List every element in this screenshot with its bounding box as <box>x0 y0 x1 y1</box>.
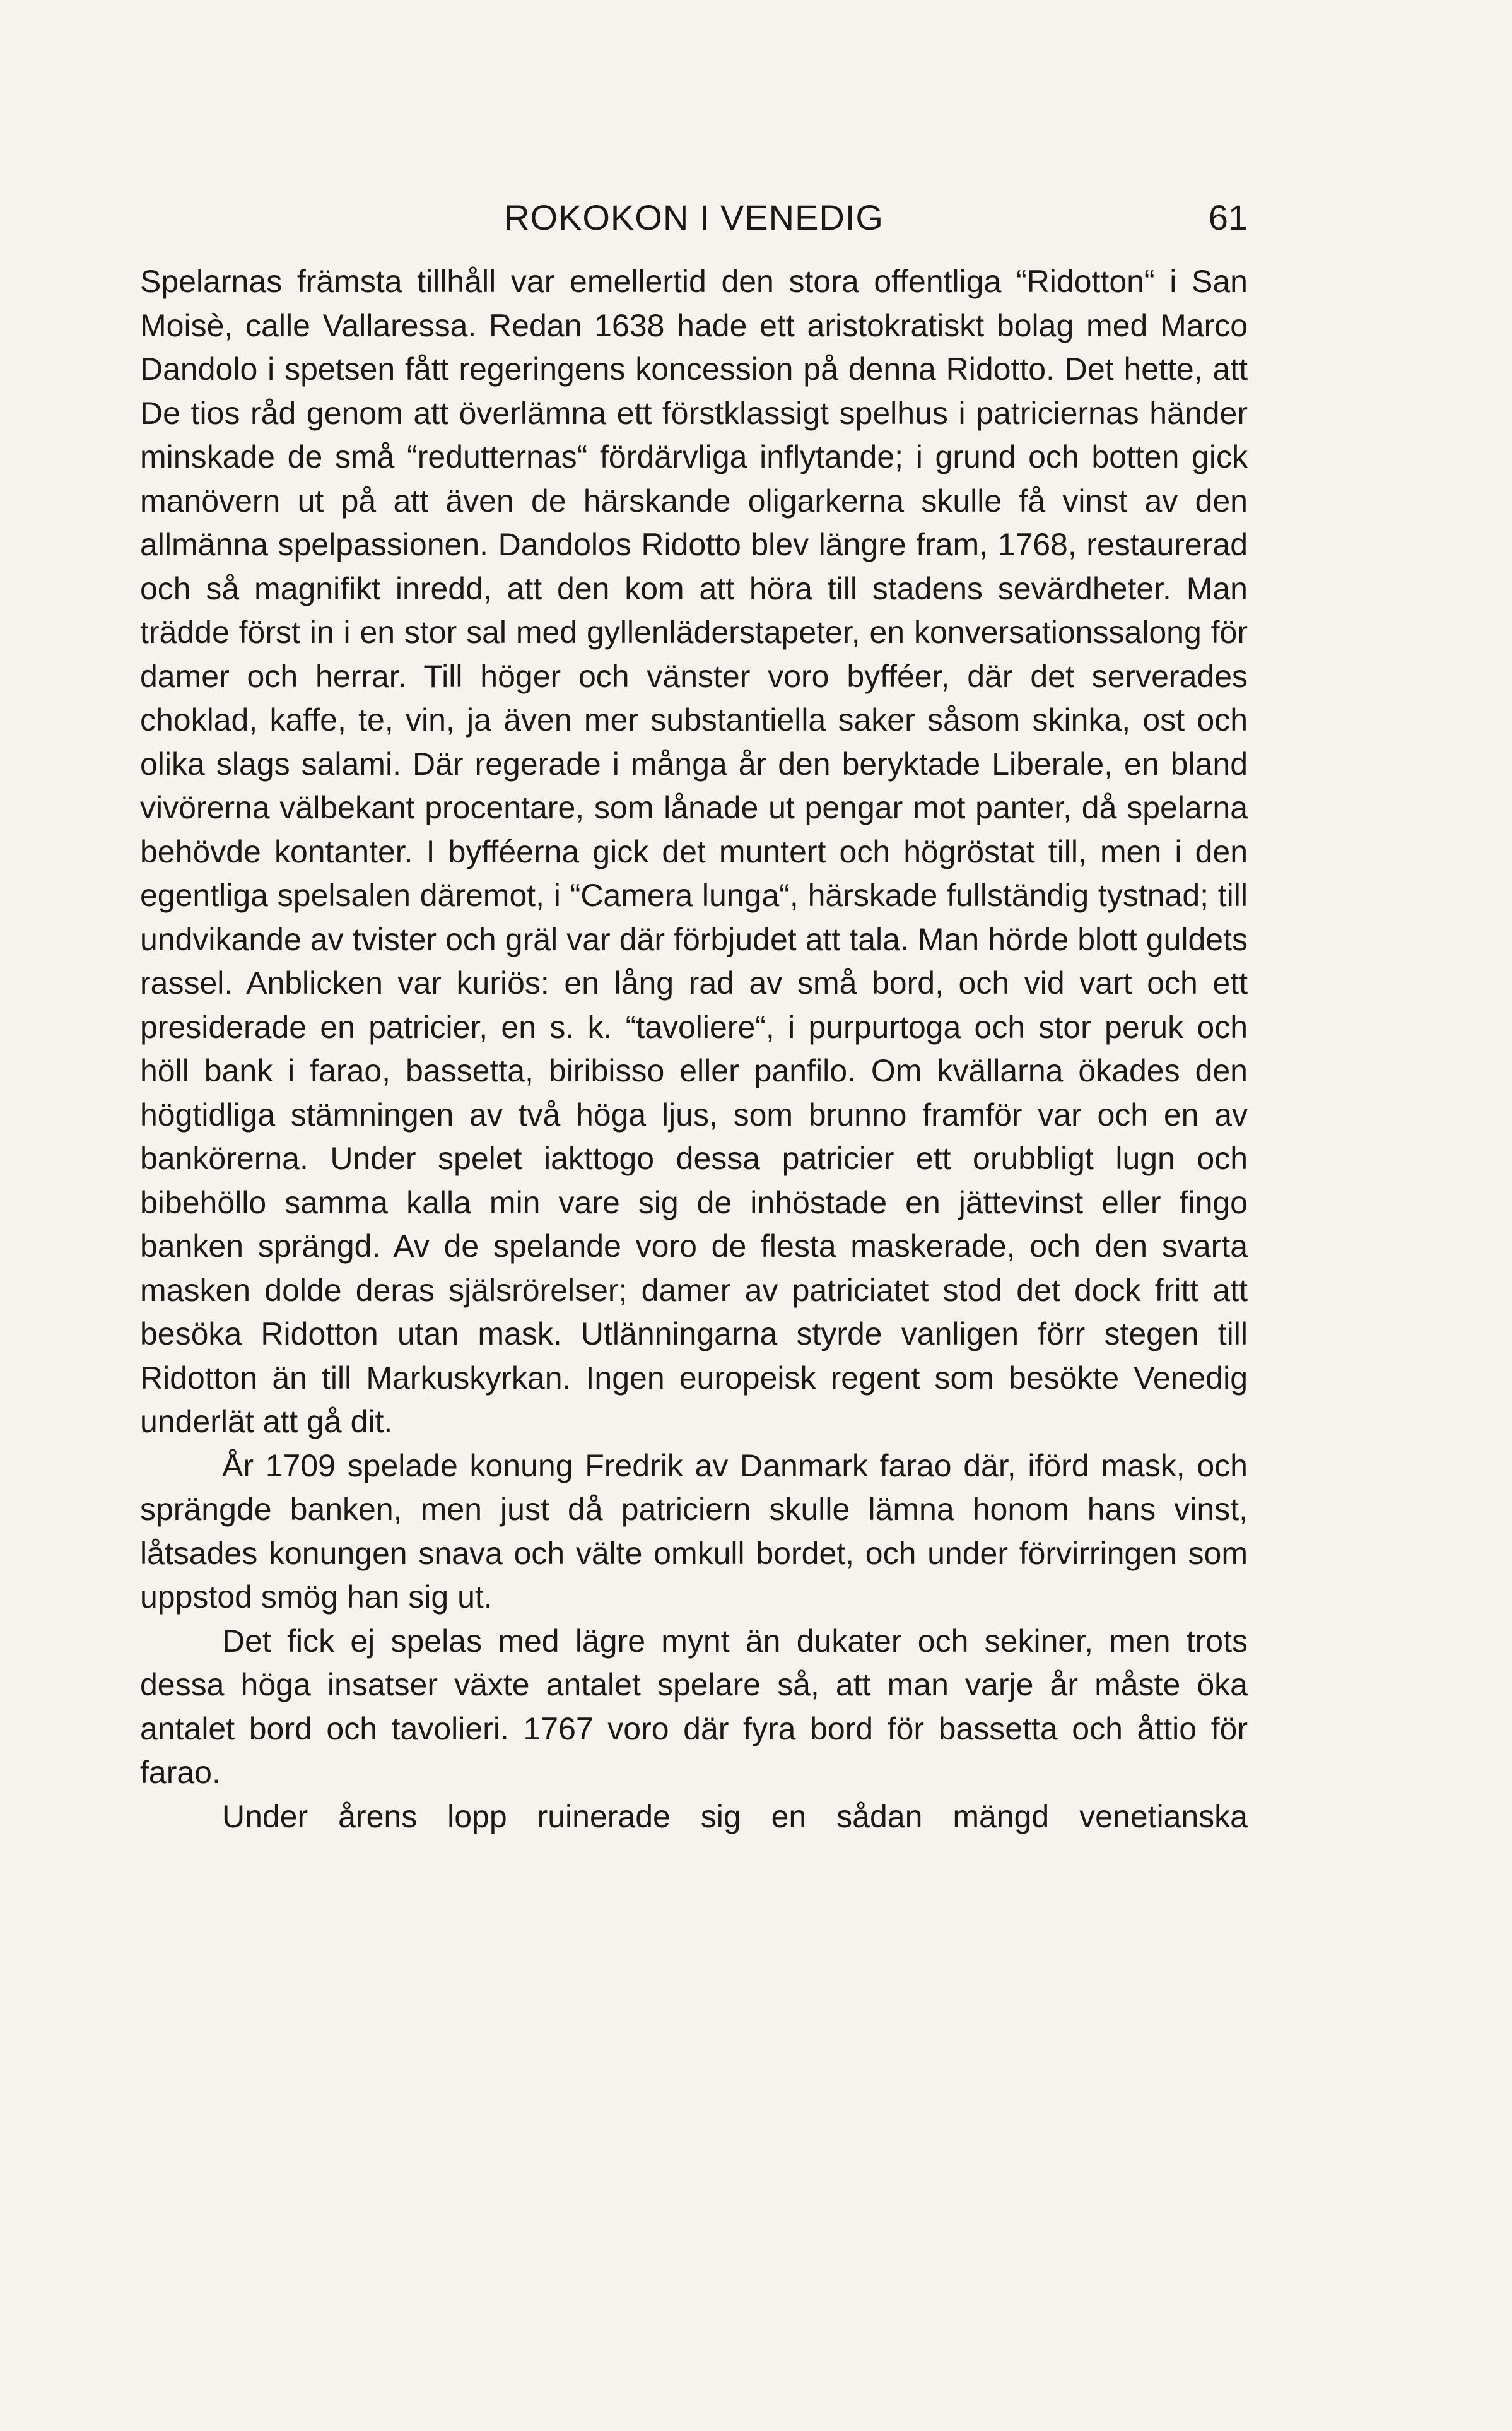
running-title: ROKOKON I VENEDIG <box>504 197 884 237</box>
page-number: 61 <box>1208 197 1248 237</box>
paragraph-stakes: Det fick ej spelas med lägre mynt än dukater och sekiner, men trots dessa höga insatser växte antalet spelare så, att man varje år måste öka antalet bord och tavolieri. 1767 voro där fyra bord för bassetta och åttio för farao. <box>140 1623 1248 1790</box>
paragraph-ruin: Under årens lopp ruinerade sig en sådan mängd venetianska <box>222 1798 1248 1834</box>
running-head <box>140 189 1248 246</box>
paragraph-ridotton: Spelarnas främsta tillhåll var emellertid den stora offentliga “Ridotton“ i San Moisè, calle Vallaressa. Redan 1638 hade ett aristokratiskt bolag med Marco Dandolo i spetsen fått regeringens koncession på denna Ridotto. Det hette, att De tios råd genom att överlämna ett förstklassigt spelhus i patriciernas händer minskade de små “redutternas“ fördärvliga inflytande; i grund och botten gick manövern ut på att även de härskande oligarkerna skulle få vinst av den allmänna spelpassionen. Dandolos Ridotto blev längre fram, 1768, restaurerad och så magnifikt inredd, att den kom att höra till stadens sevärdheter. Man trädde först in i en stor sal med gyllenläderstapeter, en konversationssalong för damer och herrar. Till höger och vänster voro byfféer, där det serverades choklad, kaffe, te, vin, ja även mer substantiella saker såsom skinka, ost och olika slags salami. Där regerade i många år den beryktade Liberale, en bland vivörerna välbekant procentare, som lånade ut pengar mot panter, då spelarna behövde kontanter. I byfféerna gick det muntert och högröstat till, men i den egentliga spelsalen däremot, i “Camera lunga“, härskade fullständig tystnad; till undvikande av tvister och gräl var där förbjudet att tala. Man hörde blott guldets rassel. Anblicken var kuriös: en lång rad av små bord, och vid vart och ett presiderade en patricier, en s. k. “tavoliere“, i purpurtoga och stor peruk och höll bank i farao, bassetta, biribisso eller panfilo. Om kvällarna ökades den högtidliga stämningen av två höga ljus, som brunno framför var och en av bankörerna. Under spelet iakttogo dessa patricier ett orubbligt lugn och bibehöllo samma kalla min vare sig de inhöstade en jättevinst eller fingo banken sprängd. Av de spelande voro de flesta maskerade, och den svarta masken dolde deras själsrörelser; damer av patriciatet stod det dock fritt att besöka Ridotton utan mask. Utlänningarna styrde vanligen förr stegen till Ridotton än till Markuskyrkan. Ingen europeisk regent som besökte Venedig underlät att gå dit. <box>140 264 1248 1439</box>
body-text <box>140 260 1248 1839</box>
paragraph-king-fredrik: År 1709 spelade konung Fredrik av Danmark farao där, iförd mask, och sprängde banken, men just då patriciern skulle lämna honom hans vinst, låtsades konungen snava och välte omkull bordet, och under förvirringen som uppstod smög han sig ut. <box>140 1447 1248 1615</box>
